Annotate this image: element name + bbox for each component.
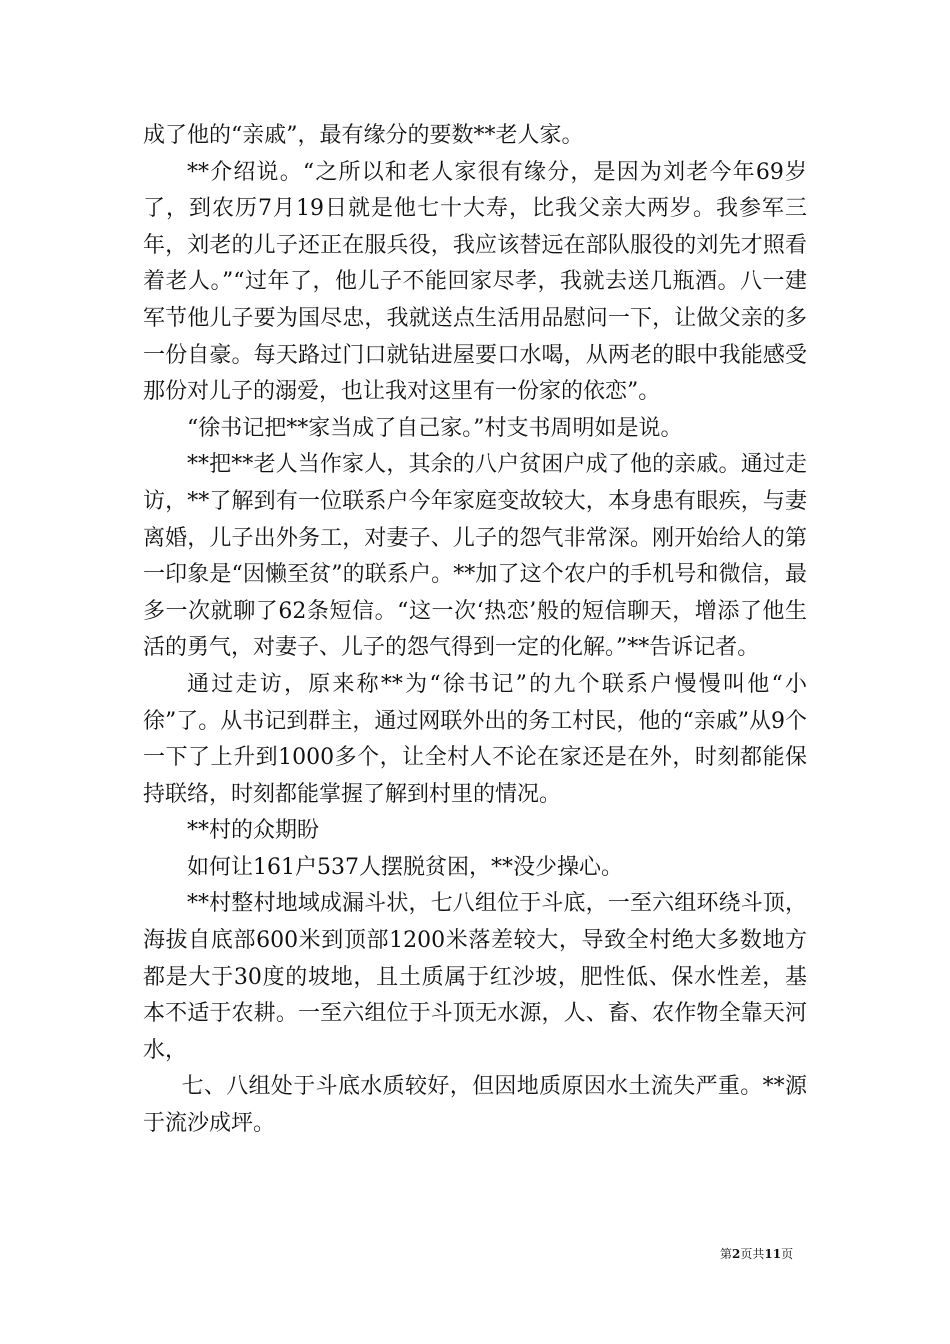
page-footer xyxy=(720,1245,793,1262)
paragraph-7: **村整村地域成漏斗状，七八组位于斗底，一至六组环绕斗顶，海拔自底部600米到顶部1200米落差较大，导致全村绝大多数地方都是大于30度的坡地，且土质属于红沙坡，肥性低、保水性差，基本不适于农耕。一至六组位于斗顶无水源，人、畜、农作物全靠天河水， xyxy=(143,891,807,1063)
footer-prefix: 第 xyxy=(720,1247,733,1261)
section-heading: **村的众期盼 xyxy=(187,818,320,844)
document-body xyxy=(143,118,807,1143)
paragraph-3: “徐书记把**家当成了自己家。”村支书周明如是说。 xyxy=(187,415,683,441)
paragraph-1: 成了他的“亲戚”，最有缘分的要数**老人家。 xyxy=(143,123,584,148)
footer-middle: 页共 xyxy=(740,1247,765,1261)
footer-suffix: 页 xyxy=(781,1247,794,1261)
paragraph-2: **介绍说。“之所以和老人家很有缘分，是因为刘老今年69岁了，到农历7月19日就是他七十大寿，比我父亲大两岁。我参军三年，刘老的儿子还正在服兵役，我应该替远在部队服役的刘先才照看着老人。”“过年了，他儿子不能回家尽孝，我就去送几瓶酒。八一建军节他儿子要为国尽忠，我就送点生活用品慰问一下，让做父亲的多一份自豪。每天路过门口就钻进屋要口水喝，从两老的眼中我能感受那份对儿子的溺爱，也让我对这里有一份家的依恋”。 xyxy=(143,159,807,405)
footer-page-number: 2 xyxy=(732,1247,741,1261)
paragraph-5: 通过走访，原来称**为“徐书记”的九个联系户慢慢叫他“小徐”了。从书记到群主，通过网联外出的务工村民，他的“亲戚”从9个一下了上升到1000多个，让全村人不论在家还是在外，时刻都能保持联络，时刻都能掌握了解到村里的情况。 xyxy=(143,671,807,807)
paragraph-6: 如何让161户537人摆脱贫困，**没少操心。 xyxy=(187,854,623,880)
footer-total-pages: 11 xyxy=(764,1247,782,1261)
paragraph-8: 七、八组处于斗底水质较好，但因地质原因水土流失严重。**源于流沙成坪。 xyxy=(143,1074,807,1137)
paragraph-4: **把**老人当作家人，其余的八户贫困户成了他的亲戚。通过走访，**了解到有一位联系户今年家庭变故较大，本身患有眼疾，与妻离婚，儿子出外务工，对妻子、儿子的怨气非常深。刚开始给人的第一印象是“因懒至贫”的联系户。**加了这个农户的手机号和微信，最多一次就聊了62条短信。“这一次‘热恋’般的短信聊天，增添了他生活的勇气，对妻子、儿子的怨气得到一定的化解。”**告诉记者。 xyxy=(143,452,807,661)
